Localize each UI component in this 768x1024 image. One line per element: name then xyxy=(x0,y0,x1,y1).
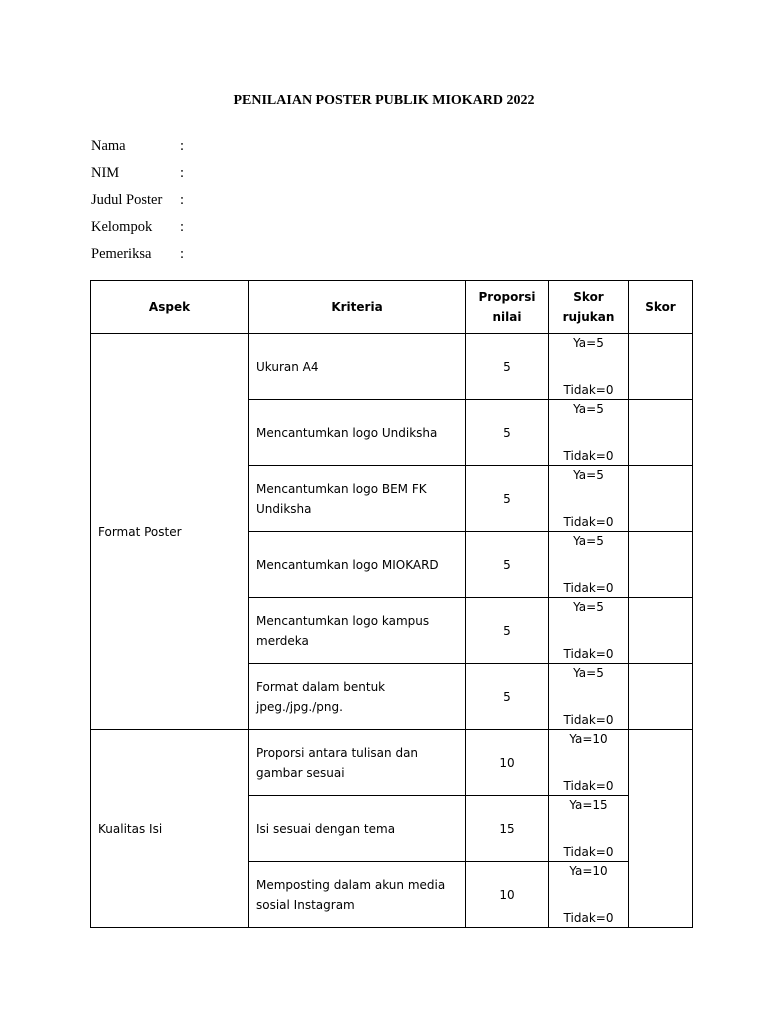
proportion-cell: 5 xyxy=(466,334,549,400)
table-header-row xyxy=(91,281,693,334)
field-separator: : xyxy=(180,219,185,235)
proportion-cell: 15 xyxy=(466,796,549,862)
field-separator: : xyxy=(180,192,185,208)
aspect-cell: Format Poster xyxy=(91,334,249,730)
document-title: PENILAIAN POSTER PUBLIK MIOKARD 2022 xyxy=(233,93,535,108)
field-label: Judul Poster xyxy=(91,192,163,208)
ref-ya: Ya=5 xyxy=(573,666,604,680)
field-separator: : xyxy=(180,138,185,154)
score-cell[interactable] xyxy=(629,532,693,598)
proportion-cell: 5 xyxy=(466,466,549,532)
criteria-cell: Isi sesuai dengan tema xyxy=(249,796,466,862)
score-cell[interactable] xyxy=(629,334,693,400)
header-skor: Skor xyxy=(629,281,693,334)
score-cell[interactable] xyxy=(629,664,693,730)
proportion-cell: 5 xyxy=(466,664,549,730)
proportion-cell: 10 xyxy=(466,862,549,928)
header-proporsi: Proporsi nilai xyxy=(466,281,549,334)
proportion-cell: 5 xyxy=(466,400,549,466)
criteria-cell: Mencantumkan logo Undiksha xyxy=(249,400,466,466)
ref-ya: Ya=5 xyxy=(573,468,604,482)
criteria-cell: Proporsi antara tulisan dan gambar sesuai xyxy=(249,730,466,796)
criteria-cell: Mencantumkan logo MIOKARD xyxy=(249,532,466,598)
score-cell[interactable] xyxy=(629,466,693,532)
score-cell[interactable] xyxy=(629,730,693,928)
criteria-cell: Format dalam bentuk jpeg./jpg./png. xyxy=(249,664,466,730)
ref-ya: Ya=5 xyxy=(573,336,604,350)
table-row xyxy=(91,730,693,796)
reference-score-cell xyxy=(549,400,629,466)
field-label: Nama xyxy=(91,138,126,154)
score-cell[interactable] xyxy=(629,400,693,466)
assessment-table xyxy=(90,280,693,928)
reference-score-cell xyxy=(549,862,629,928)
ref-tidak: Tidak=0 xyxy=(563,383,614,397)
field-label: NIM xyxy=(91,165,120,181)
ref-ya: Ya=5 xyxy=(573,600,604,614)
field-label: Kelompok xyxy=(91,219,153,235)
ref-ya: Ya=10 xyxy=(569,864,608,878)
header-rujukan: Skor rujukan xyxy=(549,281,629,334)
reference-score-cell xyxy=(549,796,629,862)
ref-ya: Ya=5 xyxy=(573,402,604,416)
identity-fields xyxy=(91,133,184,268)
criteria-cell: Mencantumkan logo kampus merdeka xyxy=(249,598,466,664)
ref-ya: Ya=5 xyxy=(573,534,604,548)
table-row xyxy=(91,334,693,400)
field-nama xyxy=(91,133,184,160)
ref-tidak: Tidak=0 xyxy=(563,515,614,529)
ref-ya: Ya=15 xyxy=(569,798,608,812)
header-kriteria: Kriteria xyxy=(249,281,466,334)
ref-tidak: Tidak=0 xyxy=(563,647,614,661)
ref-tidak: Tidak=0 xyxy=(563,845,614,859)
field-pemeriksa xyxy=(91,241,184,268)
proportion-cell: 10 xyxy=(466,730,549,796)
field-judul-poster xyxy=(91,187,184,214)
ref-tidak: Tidak=0 xyxy=(563,779,614,793)
proportion-cell: 5 xyxy=(466,532,549,598)
field-kelompok xyxy=(91,214,184,241)
proportion-cell: 5 xyxy=(466,598,549,664)
field-separator: : xyxy=(180,246,185,262)
reference-score-cell xyxy=(549,466,629,532)
field-nim xyxy=(91,160,184,187)
reference-score-cell xyxy=(549,664,629,730)
reference-score-cell xyxy=(549,598,629,664)
ref-tidak: Tidak=0 xyxy=(563,713,614,727)
criteria-cell: Mencantumkan logo BEM FK Undiksha xyxy=(249,466,466,532)
reference-score-cell xyxy=(549,334,629,400)
criteria-cell: Memposting dalam akun media sosial Instagram xyxy=(249,862,466,928)
aspect-cell: Kualitas Isi xyxy=(91,730,249,928)
criteria-cell: Ukuran A4 xyxy=(249,334,466,400)
reference-score-cell xyxy=(549,730,629,796)
field-label: Pemeriksa xyxy=(91,246,152,262)
ref-tidak: Tidak=0 xyxy=(563,911,614,925)
header-aspek: Aspek xyxy=(91,281,249,334)
score-cell[interactable] xyxy=(629,598,693,664)
ref-tidak: Tidak=0 xyxy=(563,449,614,463)
reference-score-cell xyxy=(549,532,629,598)
field-separator: : xyxy=(180,165,185,181)
ref-ya: Ya=10 xyxy=(569,732,608,746)
ref-tidak: Tidak=0 xyxy=(563,581,614,595)
